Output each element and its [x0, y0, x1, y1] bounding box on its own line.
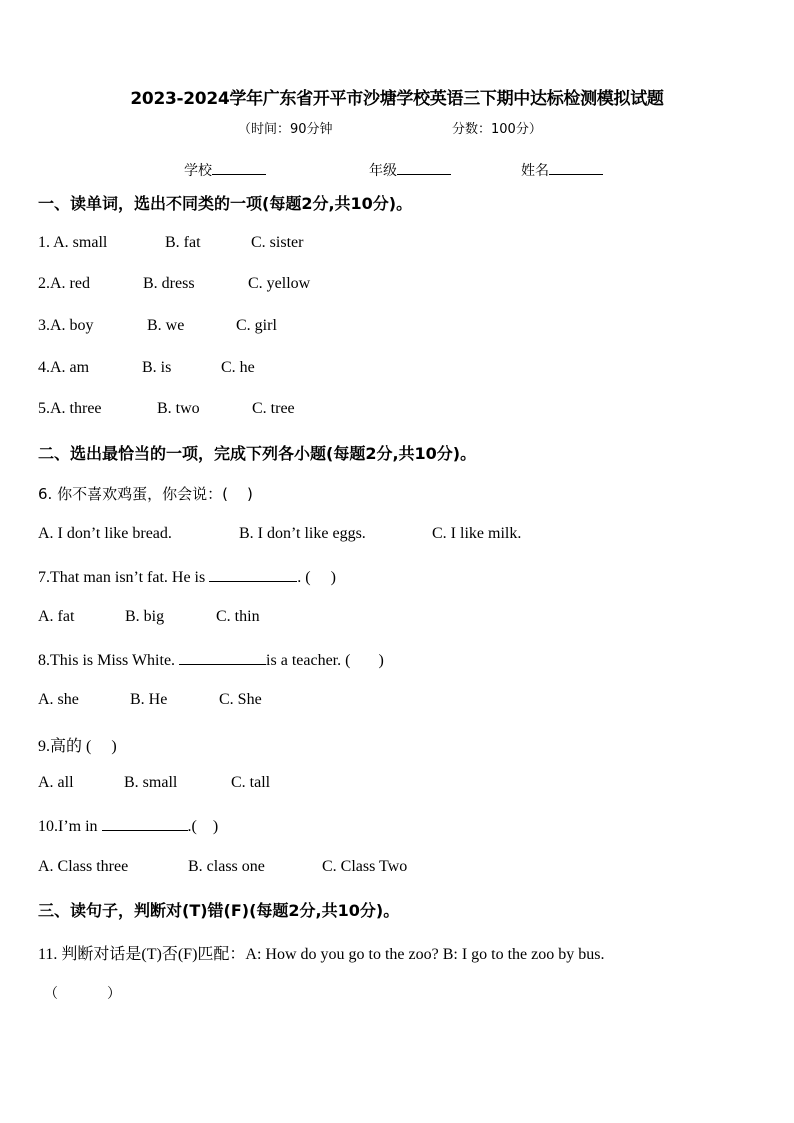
q8-option-a: A. she	[38, 691, 79, 708]
q10-paren: .( )	[187, 818, 219, 835]
q9-option-c: C. tall	[231, 774, 271, 791]
q7-stem	[38, 567, 336, 587]
q9-option-b: B. small	[124, 774, 178, 791]
q6-stem: 6. 你不喜欢鸡蛋，你会说：( )	[38, 485, 253, 503]
q1-option-b: B. fat	[165, 234, 201, 251]
q7-stem-text: 7.That man isn’t fat. He is	[38, 569, 210, 586]
q10-blank[interactable]	[102, 816, 188, 831]
exam-title: 2023-2024学年广东省开平市沙塘学校英语三下期中达标检测模拟试题	[130, 89, 664, 109]
q3-option-a: 3.A. boy	[38, 317, 94, 334]
q7-blank[interactable]	[209, 567, 297, 582]
q2-option-b: B. dress	[143, 275, 195, 292]
grade-label: 年级	[369, 163, 397, 179]
name-blank[interactable]	[549, 173, 603, 175]
q8-stem-text: 8.This is Miss White.	[38, 652, 180, 669]
q8-paren: is a teacher. ( )	[266, 652, 384, 669]
q6-option-c: C. I like milk.	[432, 525, 522, 542]
exam-time: （时间：90分钟	[238, 122, 333, 137]
q10-stem-text: 10.I’m in	[38, 818, 102, 835]
q1-option-a: 1. A. small	[38, 234, 108, 251]
name-label: 姓名	[521, 163, 549, 179]
school-blank[interactable]	[212, 173, 266, 175]
q8-option-c: C. She	[219, 691, 262, 708]
q9-option-a: A. all	[38, 774, 74, 791]
q4-option-b: B. is	[142, 359, 172, 376]
q6-option-a: A. I don’t like bread.	[38, 525, 172, 542]
section-1-heading: 一、读单词，选出不同类的一项(每题2分,共10分)。	[38, 194, 413, 213]
q10-option-b: B. class one	[188, 858, 265, 875]
q8-stem	[38, 650, 384, 670]
school-label: 学校	[184, 163, 212, 179]
name-field	[521, 160, 603, 180]
section-3-heading: 三、读句子，判断对(T)错(F)(每题2分,共10分)。	[38, 901, 400, 920]
q3-option-b: B. we	[147, 317, 185, 334]
q7-option-a: A. fat	[38, 608, 75, 625]
q4-option-c: C. he	[221, 359, 255, 376]
q2-option-a: 2.A. red	[38, 275, 90, 292]
q5-option-c: C. tree	[252, 400, 295, 417]
q7-paren: . ( )	[297, 569, 336, 586]
q4-option-a: 4.A. am	[38, 359, 90, 376]
q8-option-b: B. He	[130, 691, 168, 708]
q7-option-b: B. big	[125, 608, 165, 625]
q1-option-c: C. sister	[251, 234, 304, 251]
section-2-heading: 二、选出最恰当的一项，完成下列各小题(每题2分,共10分)。	[38, 444, 477, 463]
q7-option-c: C. thin	[216, 608, 260, 625]
q11-stem: 11. 判断对话是(T)否(F)匹配：A: How do you go to the zoo? B: I go to the zoo by bus.	[38, 946, 605, 963]
exam-score: 分数：100分）	[452, 122, 542, 137]
q11-answer-paren[interactable]: （ ）	[44, 986, 121, 1002]
school-field	[184, 160, 266, 180]
q5-option-b: B. two	[157, 400, 200, 417]
q8-blank[interactable]	[179, 650, 266, 665]
q3-option-c: C. girl	[236, 317, 277, 334]
q5-option-a: 5.A. three	[38, 400, 102, 417]
q6-option-b: B. I don’t like eggs.	[239, 525, 366, 542]
q2-option-c: C. yellow	[248, 275, 311, 292]
q9-stem: 9.高的 ( )	[38, 738, 117, 755]
q10-stem	[38, 816, 218, 836]
q10-option-c: C. Class Two	[322, 858, 408, 875]
grade-field	[369, 160, 451, 180]
grade-blank[interactable]	[397, 173, 451, 175]
q10-option-a: A. Class three	[38, 858, 129, 875]
